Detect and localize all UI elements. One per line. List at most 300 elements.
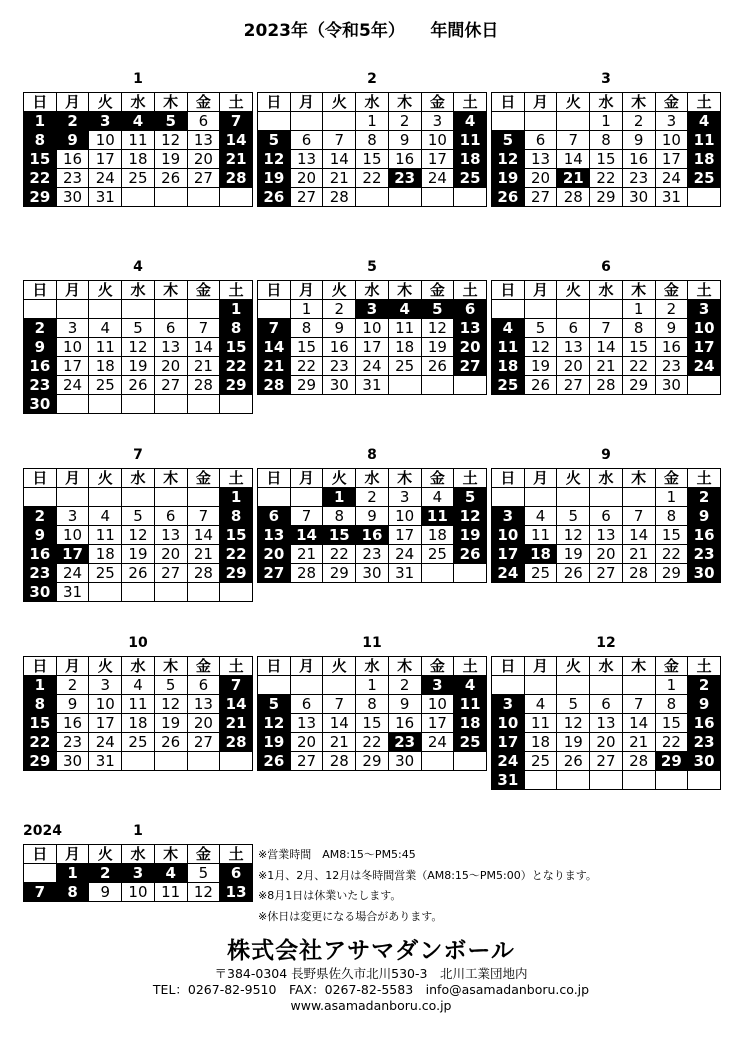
holiday-day-cell: 10 bbox=[492, 526, 525, 545]
holiday-day-cell: 7 bbox=[258, 319, 291, 338]
holiday-day-cell: 9 bbox=[24, 338, 57, 357]
weekday-header: 土 bbox=[688, 281, 721, 300]
day-cell: 28 bbox=[187, 376, 220, 395]
day-cell: 16 bbox=[56, 150, 89, 169]
calendar-month bbox=[23, 635, 253, 771]
day-cell: 7 bbox=[557, 131, 590, 150]
holiday-day-cell: 5 bbox=[492, 131, 525, 150]
weekday-header: 月 bbox=[290, 281, 323, 300]
day-cell: 1 bbox=[622, 300, 655, 319]
day-cell: 28 bbox=[622, 564, 655, 583]
holiday-day-cell: 2 bbox=[24, 507, 57, 526]
weekday-header-row bbox=[24, 657, 253, 676]
holiday-day-cell: 4 bbox=[454, 676, 487, 695]
day-cell: 28 bbox=[590, 376, 623, 395]
day-cell: 24 bbox=[89, 733, 122, 752]
week-row bbox=[24, 676, 253, 695]
week-row bbox=[258, 150, 487, 169]
day-cell: 19 bbox=[421, 338, 454, 357]
day-cell: 14 bbox=[590, 338, 623, 357]
day-cell: 18 bbox=[421, 526, 454, 545]
day-cell: 25 bbox=[524, 564, 557, 583]
week-row bbox=[492, 752, 721, 771]
day-cell: 24 bbox=[421, 733, 454, 752]
empty-cell bbox=[24, 300, 57, 319]
day-cell: 12 bbox=[154, 695, 187, 714]
note-holiday-change: ※休日は変更になる場合があります。 bbox=[258, 909, 443, 923]
holiday-day-cell: 8 bbox=[220, 507, 253, 526]
day-cell: 10 bbox=[89, 131, 122, 150]
day-cell: 19 bbox=[557, 733, 590, 752]
day-cell: 19 bbox=[154, 150, 187, 169]
empty-cell bbox=[454, 752, 487, 771]
holiday-day-cell: 20 bbox=[258, 545, 291, 564]
day-cell: 1 bbox=[356, 676, 389, 695]
day-cell: 9 bbox=[388, 695, 421, 714]
empty-cell bbox=[56, 300, 89, 319]
month-label: 2 bbox=[367, 71, 377, 87]
holiday-day-cell: 1 bbox=[220, 488, 253, 507]
day-cell: 3 bbox=[89, 676, 122, 695]
holiday-day-cell: 26 bbox=[258, 752, 291, 771]
day-cell: 29 bbox=[356, 752, 389, 771]
note-aug-closure: ※8月1日は休業いたします。 bbox=[258, 889, 402, 902]
day-cell: 17 bbox=[388, 526, 421, 545]
day-cell: 31 bbox=[89, 752, 122, 771]
holiday-day-cell: 19 bbox=[492, 169, 525, 188]
day-cell: 6 bbox=[590, 695, 623, 714]
day-cell: 23 bbox=[356, 545, 389, 564]
day-cell: 11 bbox=[122, 131, 155, 150]
holiday-day-cell: 15 bbox=[220, 338, 253, 357]
day-cell: 16 bbox=[388, 150, 421, 169]
holiday-day-cell: 29 bbox=[220, 564, 253, 583]
day-cell: 4 bbox=[89, 507, 122, 526]
day-cell: 3 bbox=[421, 112, 454, 131]
weekday-header: 土 bbox=[220, 281, 253, 300]
holiday-day-cell: 2 bbox=[688, 676, 721, 695]
month-grid bbox=[23, 92, 253, 207]
day-cell: 19 bbox=[557, 545, 590, 564]
holiday-day-cell: 17 bbox=[688, 338, 721, 357]
empty-cell bbox=[24, 864, 57, 883]
day-cell: 13 bbox=[290, 714, 323, 733]
holiday-day-cell: 6 bbox=[454, 300, 487, 319]
day-cell: 3 bbox=[56, 507, 89, 526]
holiday-day-cell: 29 bbox=[24, 188, 57, 207]
week-row bbox=[258, 112, 487, 131]
day-cell: 26 bbox=[421, 357, 454, 376]
company-website[interactable]: www.asamadanboru.co.jp bbox=[290, 998, 452, 1013]
holiday-day-cell: 5 bbox=[454, 488, 487, 507]
holiday-day-cell: 23 bbox=[388, 169, 421, 188]
day-cell: 10 bbox=[56, 338, 89, 357]
day-cell: 15 bbox=[590, 150, 623, 169]
weekday-header-row bbox=[492, 657, 721, 676]
week-row bbox=[492, 357, 721, 376]
holiday-day-cell: 14 bbox=[220, 131, 253, 150]
day-cell: 22 bbox=[655, 545, 688, 564]
day-cell: 9 bbox=[388, 131, 421, 150]
holiday-day-cell: 30 bbox=[24, 395, 57, 414]
empty-cell bbox=[688, 188, 721, 207]
weekday-header: 金 bbox=[655, 469, 688, 488]
day-cell: 15 bbox=[622, 338, 655, 357]
holiday-day-cell: 29 bbox=[24, 752, 57, 771]
holiday-day-cell: 15 bbox=[323, 526, 356, 545]
weekday-header: 月 bbox=[56, 845, 89, 864]
day-cell: 25 bbox=[89, 564, 122, 583]
day-cell: 5 bbox=[154, 676, 187, 695]
day-cell: 13 bbox=[187, 695, 220, 714]
day-cell: 21 bbox=[590, 357, 623, 376]
day-cell: 8 bbox=[356, 131, 389, 150]
day-cell: 13 bbox=[290, 150, 323, 169]
day-cell: 26 bbox=[154, 733, 187, 752]
day-cell: 31 bbox=[388, 564, 421, 583]
page-title: 2023年（令和5年） 年間休日 bbox=[243, 21, 499, 41]
empty-cell bbox=[154, 300, 187, 319]
weekday-header: 日 bbox=[24, 657, 57, 676]
empty-cell bbox=[122, 395, 155, 414]
day-cell: 6 bbox=[557, 319, 590, 338]
weekday-header: 木 bbox=[154, 281, 187, 300]
weekday-header: 月 bbox=[524, 657, 557, 676]
empty-cell bbox=[56, 488, 89, 507]
empty-cell bbox=[258, 676, 291, 695]
week-row bbox=[24, 733, 253, 752]
day-cell: 27 bbox=[154, 376, 187, 395]
holiday-day-cell: 9 bbox=[688, 507, 721, 526]
day-cell: 18 bbox=[89, 357, 122, 376]
day-cell: 31 bbox=[356, 376, 389, 395]
holiday-day-cell: 29 bbox=[220, 376, 253, 395]
holiday-day-cell: 30 bbox=[688, 564, 721, 583]
holiday-day-cell: 23 bbox=[688, 733, 721, 752]
weekday-header: 土 bbox=[688, 93, 721, 112]
empty-cell bbox=[323, 112, 356, 131]
day-cell: 20 bbox=[290, 733, 323, 752]
holiday-day-cell: 1 bbox=[56, 864, 89, 883]
day-cell: 17 bbox=[421, 150, 454, 169]
holiday-day-cell: 25 bbox=[454, 169, 487, 188]
day-cell: 18 bbox=[89, 545, 122, 564]
weekday-header: 木 bbox=[622, 93, 655, 112]
day-cell: 5 bbox=[524, 319, 557, 338]
month-label: 7 bbox=[133, 447, 143, 463]
holiday-day-cell: 18 bbox=[492, 357, 525, 376]
day-cell: 11 bbox=[154, 883, 187, 902]
weekday-header: 金 bbox=[187, 469, 220, 488]
holiday-day-cell: 10 bbox=[492, 714, 525, 733]
holiday-day-cell: 21 bbox=[557, 169, 590, 188]
week-row bbox=[492, 695, 721, 714]
weekday-header: 火 bbox=[89, 657, 122, 676]
day-cell: 10 bbox=[421, 695, 454, 714]
weekday-header: 月 bbox=[56, 93, 89, 112]
holiday-day-cell: 25 bbox=[688, 169, 721, 188]
weekday-header: 金 bbox=[187, 657, 220, 676]
week-row bbox=[24, 395, 253, 414]
day-cell: 10 bbox=[122, 883, 155, 902]
weekday-header: 土 bbox=[220, 93, 253, 112]
month-label: 3 bbox=[601, 71, 611, 87]
empty-cell bbox=[290, 676, 323, 695]
weekday-header: 土 bbox=[220, 845, 253, 864]
day-cell: 11 bbox=[89, 526, 122, 545]
day-cell: 14 bbox=[622, 526, 655, 545]
day-cell: 17 bbox=[56, 357, 89, 376]
day-cell: 13 bbox=[187, 131, 220, 150]
day-cell: 6 bbox=[154, 507, 187, 526]
empty-cell bbox=[258, 112, 291, 131]
empty-cell bbox=[622, 676, 655, 695]
holiday-day-cell: 3 bbox=[492, 695, 525, 714]
day-cell: 15 bbox=[655, 526, 688, 545]
week-row bbox=[492, 545, 721, 564]
day-cell: 21 bbox=[622, 733, 655, 752]
week-row bbox=[258, 507, 487, 526]
day-cell: 12 bbox=[421, 319, 454, 338]
holiday-day-cell: 27 bbox=[258, 564, 291, 583]
holiday-day-cell: 7 bbox=[220, 676, 253, 695]
week-row bbox=[492, 771, 721, 790]
week-row bbox=[258, 545, 487, 564]
weekday-header: 日 bbox=[258, 93, 291, 112]
empty-cell bbox=[524, 112, 557, 131]
day-cell: 27 bbox=[590, 564, 623, 583]
weekday-header: 水 bbox=[590, 93, 623, 112]
holiday-day-cell: 23 bbox=[24, 376, 57, 395]
month-label: 4 bbox=[133, 259, 143, 275]
empty-cell bbox=[290, 112, 323, 131]
holiday-day-cell: 12 bbox=[492, 150, 525, 169]
weekday-header: 火 bbox=[557, 469, 590, 488]
day-cell: 4 bbox=[524, 695, 557, 714]
calendar-month bbox=[491, 71, 721, 207]
weekday-header-row bbox=[24, 93, 253, 112]
week-row bbox=[258, 695, 487, 714]
month-label: 11 bbox=[362, 635, 382, 651]
weekday-header: 日 bbox=[492, 281, 525, 300]
holiday-day-cell: 8 bbox=[24, 131, 57, 150]
holiday-day-cell: 22 bbox=[24, 733, 57, 752]
weekday-header: 月 bbox=[56, 657, 89, 676]
day-cell: 7 bbox=[590, 319, 623, 338]
day-cell: 29 bbox=[323, 564, 356, 583]
day-cell: 11 bbox=[89, 338, 122, 357]
empty-cell bbox=[187, 300, 220, 319]
empty-cell bbox=[187, 583, 220, 602]
weekday-header-row bbox=[258, 657, 487, 676]
holiday-day-cell: 3 bbox=[688, 300, 721, 319]
day-cell: 13 bbox=[590, 526, 623, 545]
weekday-header: 月 bbox=[56, 469, 89, 488]
day-cell: 3 bbox=[655, 112, 688, 131]
empty-cell bbox=[122, 488, 155, 507]
week-row bbox=[258, 376, 487, 395]
day-cell: 14 bbox=[622, 714, 655, 733]
weekday-header: 水 bbox=[590, 469, 623, 488]
week-row bbox=[258, 131, 487, 150]
week-row bbox=[492, 131, 721, 150]
empty-cell bbox=[388, 188, 421, 207]
day-cell: 25 bbox=[122, 733, 155, 752]
empty-cell bbox=[122, 188, 155, 207]
holiday-day-cell: 22 bbox=[24, 169, 57, 188]
day-cell: 30 bbox=[56, 188, 89, 207]
weekday-header: 土 bbox=[454, 281, 487, 300]
weekday-header: 土 bbox=[220, 469, 253, 488]
day-cell: 29 bbox=[590, 188, 623, 207]
weekday-header: 水 bbox=[356, 469, 389, 488]
day-cell: 14 bbox=[187, 338, 220, 357]
calendar-month bbox=[23, 71, 253, 207]
day-cell: 24 bbox=[89, 169, 122, 188]
day-cell: 24 bbox=[388, 545, 421, 564]
week-row bbox=[492, 676, 721, 695]
weekday-header: 木 bbox=[622, 657, 655, 676]
day-cell: 2 bbox=[356, 488, 389, 507]
week-row bbox=[24, 112, 253, 131]
day-cell: 31 bbox=[89, 188, 122, 207]
day-cell: 4 bbox=[89, 319, 122, 338]
holiday-day-cell: 1 bbox=[24, 112, 57, 131]
weekday-header: 月 bbox=[290, 93, 323, 112]
holiday-day-cell: 7 bbox=[24, 883, 57, 902]
holiday-day-cell: 18 bbox=[454, 150, 487, 169]
calendar-month bbox=[257, 447, 487, 583]
day-cell: 21 bbox=[323, 169, 356, 188]
holiday-day-cell: 11 bbox=[421, 507, 454, 526]
week-row bbox=[492, 300, 721, 319]
month-label: 12 bbox=[596, 635, 616, 651]
holiday-day-cell: 24 bbox=[688, 357, 721, 376]
empty-cell bbox=[154, 188, 187, 207]
day-cell: 2 bbox=[388, 112, 421, 131]
week-row bbox=[258, 714, 487, 733]
empty-cell bbox=[421, 564, 454, 583]
day-cell: 1 bbox=[356, 112, 389, 131]
day-cell: 23 bbox=[56, 169, 89, 188]
empty-cell bbox=[154, 752, 187, 771]
day-cell: 26 bbox=[557, 752, 590, 771]
holiday-day-cell: 3 bbox=[421, 676, 454, 695]
day-cell: 2 bbox=[388, 676, 421, 695]
weekday-header: 火 bbox=[89, 845, 122, 864]
holiday-day-cell: 8 bbox=[24, 695, 57, 714]
calendar-month bbox=[257, 259, 487, 395]
holiday-day-cell: 21 bbox=[258, 357, 291, 376]
holiday-day-cell: 4 bbox=[154, 864, 187, 883]
holiday-day-cell: 14 bbox=[258, 338, 291, 357]
day-cell: 23 bbox=[655, 357, 688, 376]
week-row bbox=[24, 300, 253, 319]
empty-cell bbox=[590, 676, 623, 695]
holiday-day-cell: 17 bbox=[56, 545, 89, 564]
holiday-day-cell: 2 bbox=[688, 488, 721, 507]
day-cell: 20 bbox=[590, 545, 623, 564]
empty-cell bbox=[590, 300, 623, 319]
month-grid bbox=[491, 280, 721, 395]
day-cell: 26 bbox=[557, 564, 590, 583]
empty-cell bbox=[557, 676, 590, 695]
empty-cell bbox=[492, 112, 525, 131]
day-cell: 13 bbox=[524, 150, 557, 169]
weekday-header: 木 bbox=[388, 93, 421, 112]
day-cell: 23 bbox=[622, 169, 655, 188]
empty-cell bbox=[220, 752, 253, 771]
day-cell: 15 bbox=[356, 714, 389, 733]
holiday-day-cell: 4 bbox=[688, 112, 721, 131]
day-cell: 24 bbox=[56, 376, 89, 395]
holiday-day-cell: 26 bbox=[454, 545, 487, 564]
day-cell: 20 bbox=[154, 545, 187, 564]
weekday-header: 土 bbox=[454, 93, 487, 112]
day-cell: 25 bbox=[89, 376, 122, 395]
day-cell: 5 bbox=[122, 507, 155, 526]
day-cell: 16 bbox=[655, 338, 688, 357]
day-cell: 17 bbox=[89, 150, 122, 169]
weekday-header: 月 bbox=[56, 281, 89, 300]
empty-cell bbox=[187, 752, 220, 771]
day-cell: 10 bbox=[356, 319, 389, 338]
holiday-day-cell: 2 bbox=[56, 112, 89, 131]
day-cell: 5 bbox=[557, 507, 590, 526]
week-row bbox=[24, 752, 253, 771]
day-cell: 2 bbox=[56, 676, 89, 695]
holiday-day-cell: 31 bbox=[492, 771, 525, 790]
empty-cell bbox=[122, 752, 155, 771]
empty-cell bbox=[154, 488, 187, 507]
month-label: 8 bbox=[367, 447, 377, 463]
weekday-header: 日 bbox=[492, 93, 525, 112]
day-cell: 13 bbox=[154, 526, 187, 545]
holiday-day-cell: 21 bbox=[220, 150, 253, 169]
holiday-day-cell: 30 bbox=[24, 583, 57, 602]
weekday-header: 金 bbox=[187, 281, 220, 300]
holiday-day-cell: 26 bbox=[258, 188, 291, 207]
weekday-header: 火 bbox=[557, 657, 590, 676]
day-cell: 22 bbox=[290, 357, 323, 376]
week-row bbox=[258, 676, 487, 695]
day-cell: 22 bbox=[323, 545, 356, 564]
day-cell: 9 bbox=[655, 319, 688, 338]
weekday-header: 月 bbox=[290, 469, 323, 488]
empty-cell bbox=[622, 771, 655, 790]
week-row bbox=[24, 188, 253, 207]
holiday-day-cell: 4 bbox=[492, 319, 525, 338]
weekday-header-row bbox=[24, 469, 253, 488]
weekday-header: 金 bbox=[421, 469, 454, 488]
weekday-header: 水 bbox=[122, 657, 155, 676]
day-cell: 20 bbox=[290, 169, 323, 188]
day-cell: 14 bbox=[557, 150, 590, 169]
calendar-month bbox=[491, 447, 721, 583]
empty-cell bbox=[524, 300, 557, 319]
day-cell: 22 bbox=[622, 357, 655, 376]
day-cell: 1 bbox=[655, 676, 688, 695]
week-row bbox=[24, 488, 253, 507]
day-cell: 27 bbox=[290, 752, 323, 771]
day-cell: 28 bbox=[323, 188, 356, 207]
company-contact[interactable]: TEL：0267-82-9510 FAX：0267-82-5583 info@asamadanboru.co.jp bbox=[152, 982, 590, 997]
day-cell: 11 bbox=[524, 714, 557, 733]
day-cell: 9 bbox=[89, 883, 122, 902]
day-cell: 22 bbox=[655, 733, 688, 752]
empty-cell bbox=[454, 564, 487, 583]
holiday-day-cell: 27 bbox=[454, 357, 487, 376]
